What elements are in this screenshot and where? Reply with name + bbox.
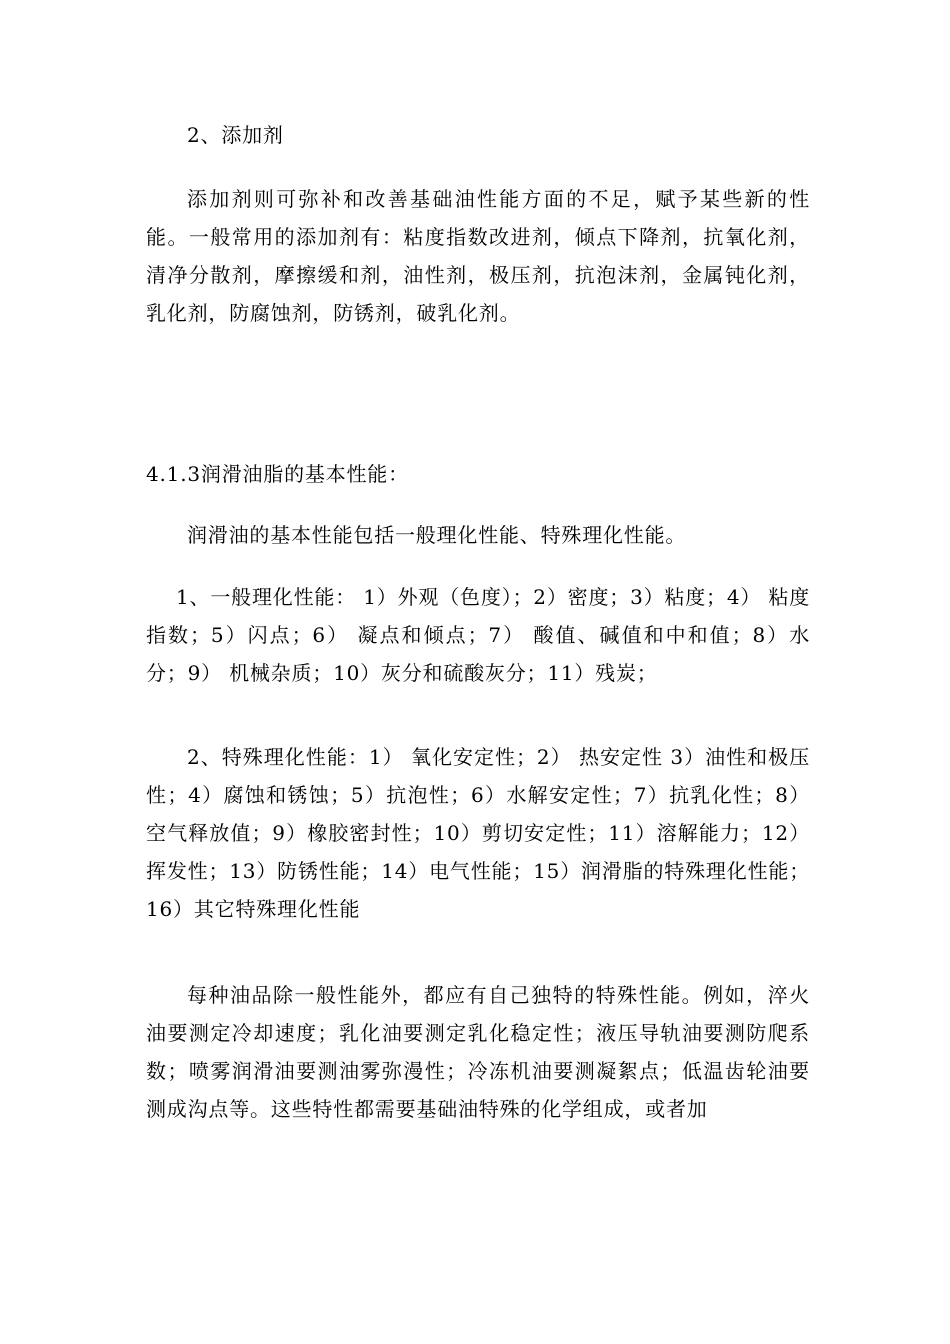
paragraph-special-properties: 2、特殊理化性能：1） 氧化安定性；2） 热安定性 3）油性和极压性；4）腐蚀和锈蚀；5）抗泡性；6）水解安定性；7）抗乳化性；8）空气释放值；9）橡胶密封性；10）剪切安定性；11）溶解能力；12）挥发性；13）防锈性能；14）电气性能；15）润滑脂的特殊理化性能；16）其它特殊理化性能 [146, 745, 810, 921]
paragraph-general-properties: 1、一般理化性能： 1）外观（色度）；2）密度；3）粘度；4） 粘度指数；5）闪点；6） 凝点和倾点；7） 酸值、碱值和中和值；8）水分；9） 机械杂质；10）灰分和硫酸灰分；11）残炭； [146, 585, 810, 685]
section-heading-4-1-3: 4.1.3润滑油脂的基本性能： [146, 462, 409, 486]
paragraph-basic-properties: 润滑油的基本性能包括一般理化性能、特殊理化性能。 [187, 523, 687, 547]
paragraph-additives: 添加剂则可弥补和改善基础油性能方面的不足，赋予某些新的性能。一般常用的添加剂有：粘度指数改进剂，倾点下降剂，抗氧化剂，清净分散剂，摩擦缓和剂，油性剂，极压剂，抗泡沫剂，金属钝化剂，乳化剂，防腐蚀剂，防锈剂，破乳化剂。 [146, 187, 810, 325]
subheading-additives: 2、添加剂 [187, 123, 284, 147]
paragraph-oil-specific-properties: 每种油品除一般性能外，都应有自己独特的特殊性能。例如，淬火油要测定冷却速度；乳化油要测定乳化稳定性；液压导轨油要测防爬系数；喷雾润滑油要测油雾弥漫性；冷冻机油要测凝絮点；低温齿轮油要测成沟点等。这些特性都需要基础油特殊的化学组成，或者加 [146, 983, 810, 1121]
